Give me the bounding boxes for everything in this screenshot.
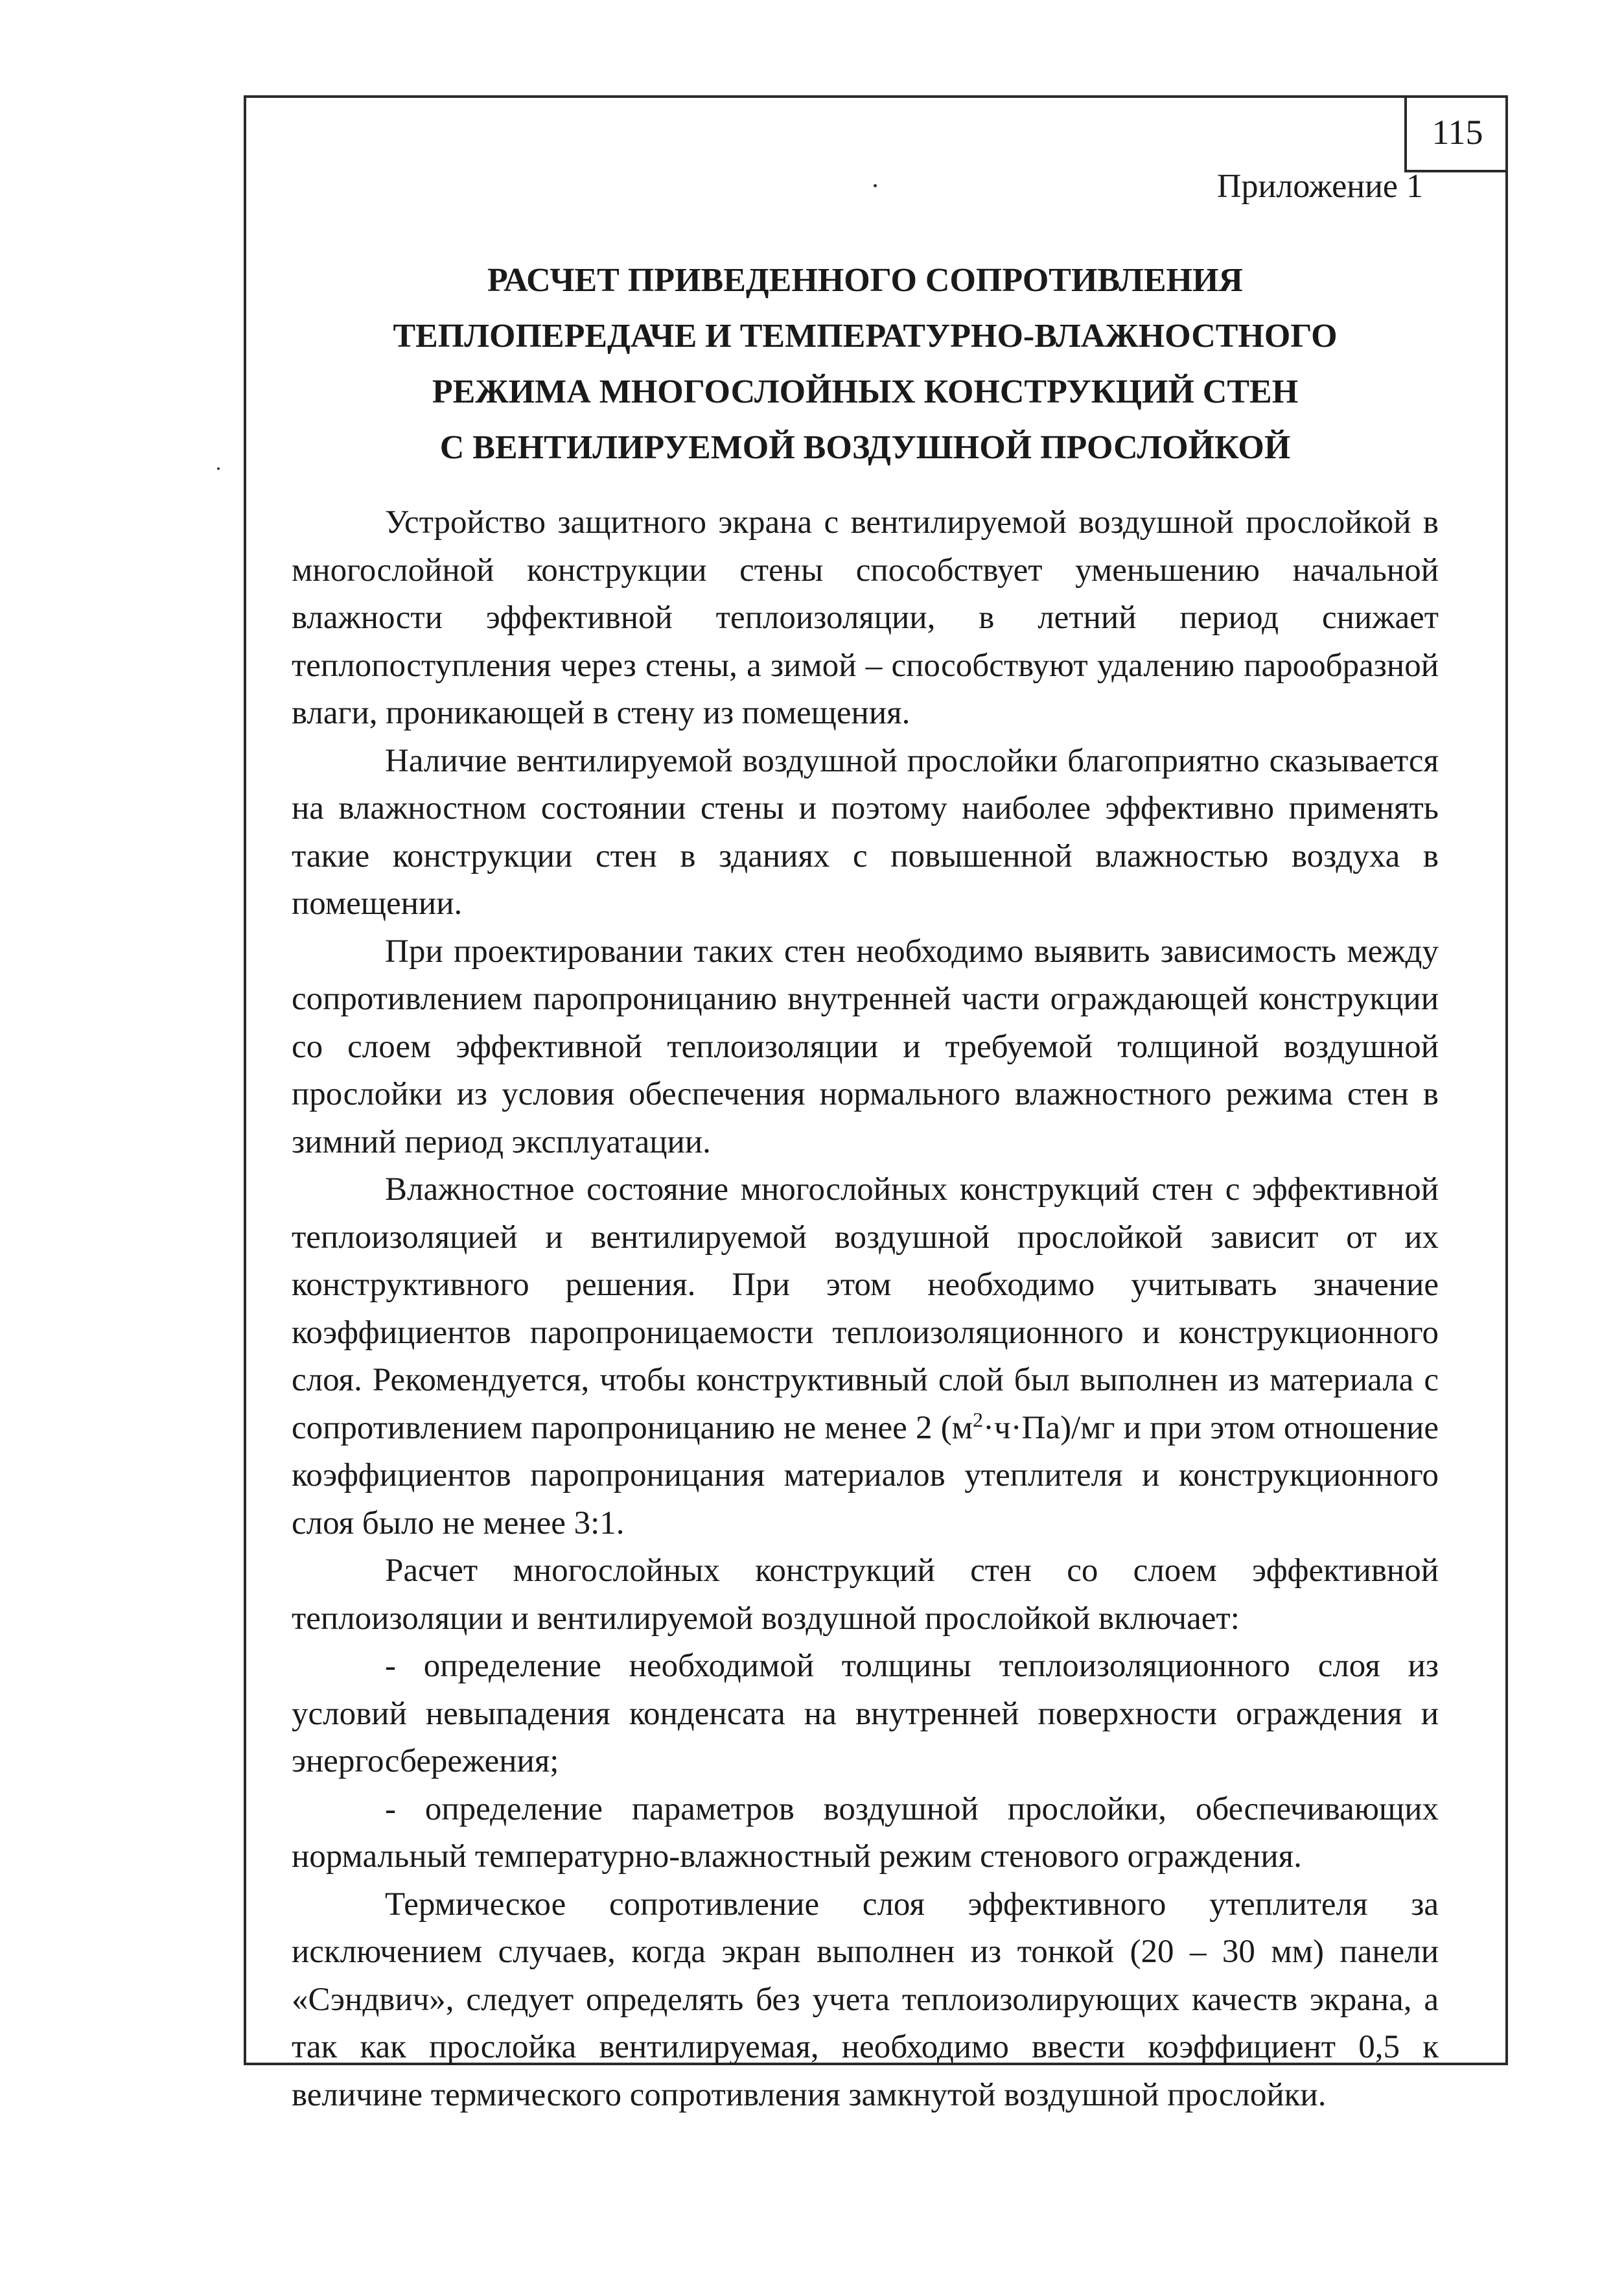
scan-speck xyxy=(217,467,220,470)
list-item: - определение необходимой толщины теплоизоляционного слоя из условий невыпадения конденсата на внутренней поверхности ограждения и энергосбережения; xyxy=(292,1648,1439,1779)
page-number: 115 xyxy=(1404,95,1508,172)
title-line: ТЕПЛОПЕРЕДАЧЕ И ТЕМПЕРАТУРНО-ВЛАЖНОСТНОГО xyxy=(393,318,1338,355)
paragraph: Наличие вентилируемой воздушной прослойки благоприятно сказывается на влажностном состоянии стены и поэтому наиболее эффективно применять такие конструкции стен в зданиях с повышенной влажностью воздуха в помещении. xyxy=(292,742,1439,922)
paragraph: Устройство защитного экрана с вентилируемой воздушной прослойкой в многослойной конструкции стены способствует уменьшению начальной влажности эффективной теплоизоляции, в летний период снижает теплопоступления через стены, а зимой – способствуют удалению парообразной влаги, проникающей в стену из помещения. xyxy=(292,504,1439,731)
paragraph: Расчет многослойных конструкций стен со слоем эффективной теплоизоляции и вентилируемой воздушной прослойкой включает: xyxy=(292,1552,1439,1637)
paragraph: При проектировании таких стен необходимо выявить зависимость между сопротивлением паропроницанию внутренней части ограждающей конструкции со слоем эффективной теплоизоляции и требуемой толщиной воздушной прослойки из условия обеспечения нормального влажностного режима стен в зимний период эксплуатации. xyxy=(292,933,1439,1160)
paragraph-text: ·ч·Па)/мг и при этом отношение коэффициентов паропроницания материалов утеплителя и конструкционного слоя было не менее 3:1. xyxy=(292,1409,1439,1541)
superscript: 2 xyxy=(972,1407,983,1431)
paragraph: Термическое сопротивление слоя эффективного утеплителя за исключением случаев, когда экран выполнен из тонкой (20 – 30 мм) панели «Сэндвич», следует определять без учета теплоизолирующих качеств экрана, а так как прослойка вентилируемая, необходимо ввести коэффициент 0,5 к величине термического сопротивления замкнутой воздушной прослойки. xyxy=(292,1886,1439,2113)
document-title xyxy=(305,253,1426,476)
paragraph-text: Влажностное состояние многослойных конструкций стен с эффективной теплоизоляцией и вентилируемой воздушной прослойкой зависит от их конструктивного решения. При этом необходимо учитывать значение коэффициентов паропроницаемости теплоизоляционного и конструкционного слоя. Рекомендуется, чтобы конструктивный слой был выполнен из материала с сопротивлением паропроницанию не менее 2 (м xyxy=(292,1171,1439,1446)
paragraph xyxy=(292,1166,1439,1547)
title-line: РАСЧЕТ ПРИВЕДЕННОГО СОПРОТИВЛЕНИЯ xyxy=(487,262,1243,299)
title-line: С ВЕНТИЛИРУЕМОЙ ВОЗДУШНОЙ ПРОСЛОЙКОЙ xyxy=(439,429,1291,466)
appendix-label: Приложение 1 xyxy=(1216,168,1423,205)
title-line: РЕЖИМА МНОГОСЛОЙНЫХ КОНСТРУКЦИЙ СТЕН xyxy=(432,373,1299,410)
body-text xyxy=(292,499,1439,2119)
list-item: - определение параметров воздушной прослойки, обеспечивающих нормальный температурно-влажностный режим стенового ограждения. xyxy=(292,1790,1439,1875)
scan-speck xyxy=(874,184,877,187)
